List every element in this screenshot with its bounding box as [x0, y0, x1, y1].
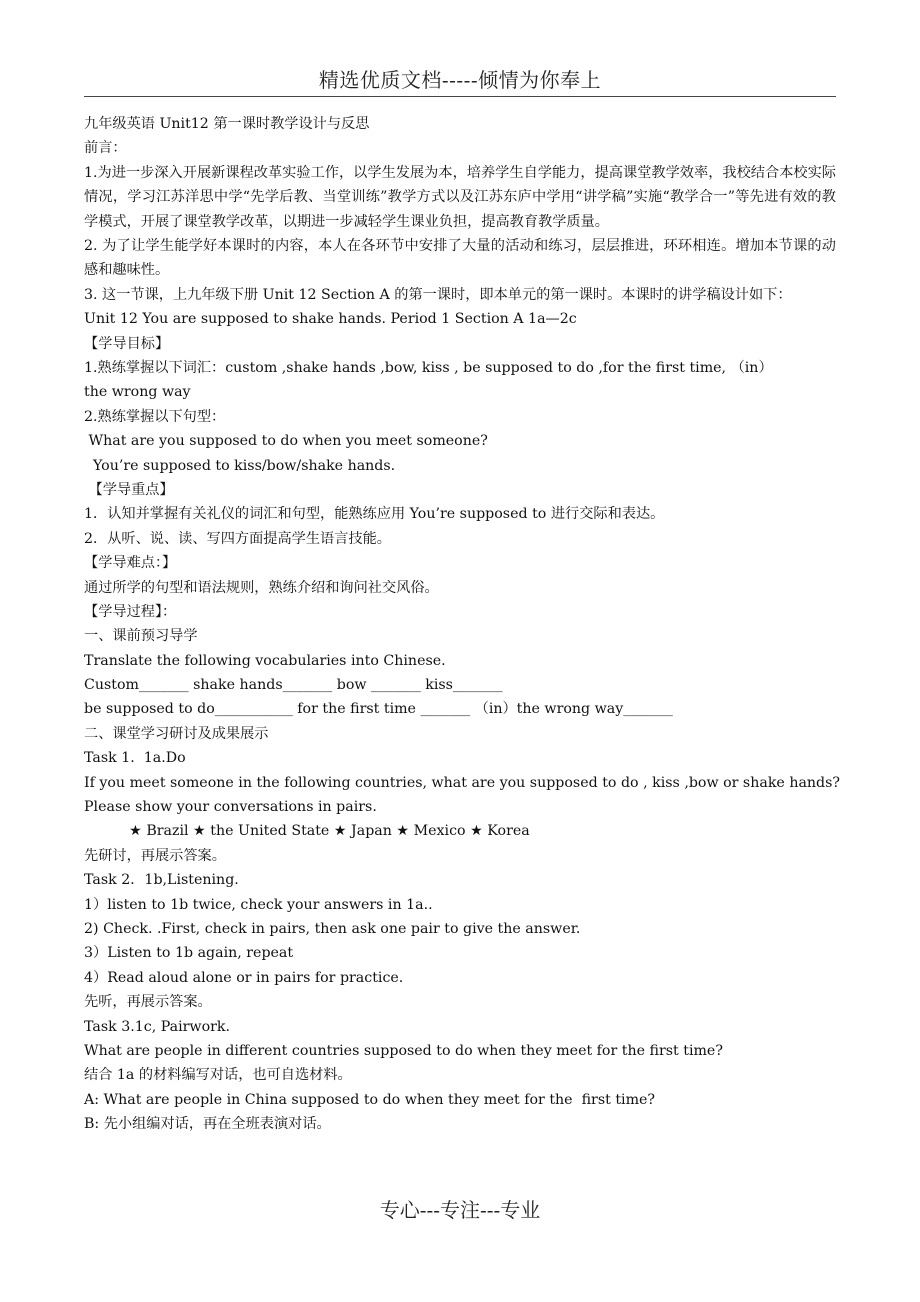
pattern-2: You’re supposed to kiss/bow/shake hands. — [84, 457, 396, 474]
task-1-show: Please show your conversations in pairs. — [84, 799, 377, 816]
task-1-note: 先研讨，再展示答案。 — [84, 847, 226, 864]
document-body — [84, 112, 841, 1137]
page-footer: 专心---专注---专业 — [379, 1198, 541, 1222]
key-points-heading: 【学导重点】 — [84, 481, 174, 498]
doc-title: 九年级英语 Unit12 第一课时教学设计与反思 — [84, 116, 370, 132]
dialog-a: A: What are people in China supposed to do when they meet for the first time? — [84, 1091, 656, 1108]
task-2-step-2: 2) Check. .First, check in pairs, then ask one pair to give the answer. — [84, 920, 581, 937]
translate-instruction: Translate the following vocabularies into Chinese. — [84, 652, 446, 669]
process-heading: 【学导过程】： — [84, 603, 177, 620]
goal-2: 2.熟练掌握以下句型： — [84, 408, 226, 425]
preface-paragraph-2: 2. 为了让学生能学好本课时的内容，本人在各环节中安排了大量的活动和练习，层层推进，环环相连。增加本节课的动感和趣味性。 — [84, 238, 836, 279]
key-point-2: 2．从听、说、读、写四方面提高学生语言技能。 — [84, 530, 391, 547]
goal-1: 1.熟练掌握以下词汇：custom ,shake hands ,bow, kiss , be supposed to do ,for the first time, （in） — [84, 360, 773, 376]
preface-paragraph-3: 3. 这一节课，上九年级下册 Unit 12 Section A 的第一课时，即本单元的第一课时。本课时的讲学稿设计如下： — [84, 286, 792, 303]
pattern-1: What are you supposed to do when you meet someone? — [84, 433, 488, 450]
preface-label: 前言： — [84, 140, 127, 157]
countries-list: ★ Brazil ★ the United State ★ Japan ★ Mexico ★ Korea — [84, 823, 530, 840]
task-2-step-1: 1）listen to 1b twice, check your answers in 1a.. — [84, 896, 433, 913]
task-3-note: 结合 1a 的材料编写对话，也可自选材料。 — [84, 1067, 352, 1084]
goals-heading: 【学导目标】 — [84, 335, 170, 352]
task-3-heading: Task 3.1c, Pairwork. — [84, 1018, 230, 1035]
section-1-heading: 一、课前预习导学 — [84, 628, 198, 645]
task-2-heading: Task 2．1b,Listening. — [84, 872, 239, 889]
key-point-1: 1．认知并掌握有关礼仪的词汇和句型，能熟练应用 You’re supposed to 进行交际和表达。 — [84, 506, 665, 523]
section-2-heading: 二、课堂学习研讨及成果展示 — [84, 725, 269, 742]
unit-line: Unit 12 You are supposed to shake hands. Period 1 Section A 1a—2c — [84, 311, 577, 328]
vocab-blanks-2: be supposed to do___________ for the first time _______ （in）the wrong way_______ — [84, 701, 673, 718]
difficulty-1: 通过所学的句型和语法规则，熟练介绍和询问社交风俗。 — [84, 579, 439, 596]
task-3-question: What are people in different countries supposed to do when they meet for the first time? — [84, 1042, 723, 1059]
dialog-b: B: 先小组编对话，再在全班表演对话。 — [84, 1116, 331, 1133]
vocab-blanks-1: Custom_______ shake hands_______ bow _______ kiss_______ — [84, 677, 503, 694]
preface-paragraph-1: 1.为进一步深入开展新课程改革实验工作，以学生发展为本，培养学生自学能力，提高课堂教学效率，我校结合本校实际情况，学习江苏洋思中学“先学后教、当堂训练”教学方式以及江苏东庐中学用“讲学稿”实施“教学合一”等先进有效的教学模式，开展了课堂教学改革，以期进一步减轻学生课业负担，提高教育教学质量。 — [84, 164, 836, 230]
task-2-step-4: 4）Read aloud alone or in pairs for practice. — [84, 969, 404, 986]
task-1-heading: Task 1. 1a.Do — [84, 750, 186, 767]
goal-1-continued: the wrong way — [84, 384, 191, 401]
task-2-note: 先听，再展示答案。 — [84, 994, 212, 1011]
task-1-question: If you meet someone in the following countries, what are you supposed to do , kiss ,bow or shake hands? — [84, 774, 841, 791]
difficulty-heading: 【学导难点：】 — [84, 555, 177, 572]
header-divider — [84, 96, 836, 97]
page-header: 精选优质文档-----倾情为你奉上 — [318, 68, 602, 92]
task-2-step-3: 3）Listen to 1b again, repeat — [84, 945, 294, 962]
